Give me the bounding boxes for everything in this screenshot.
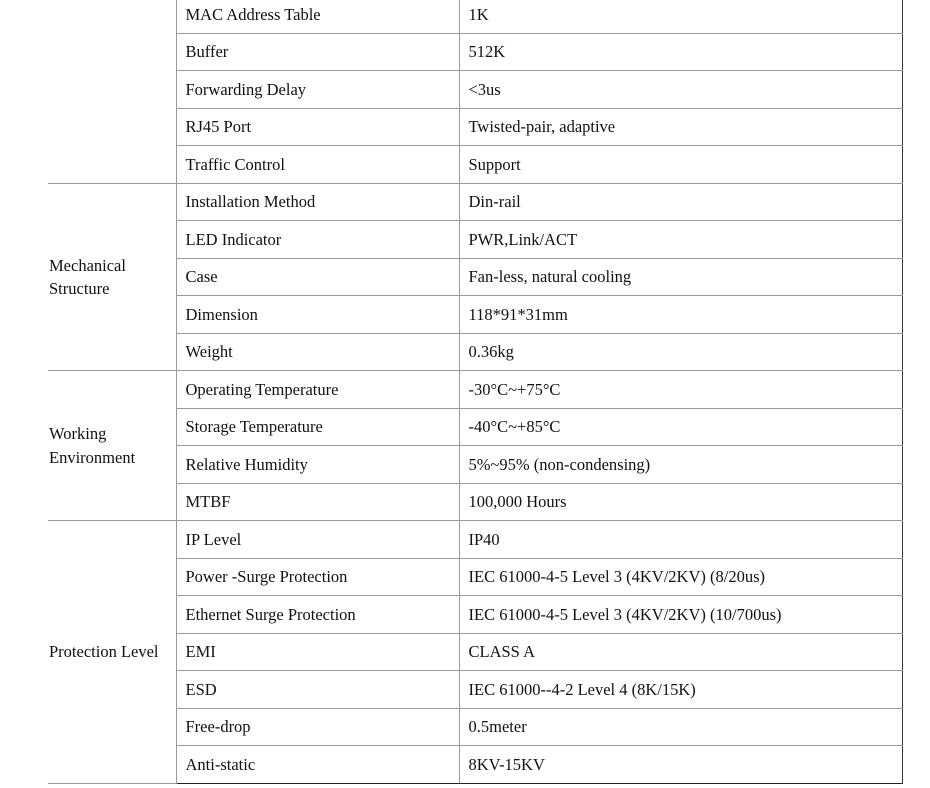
table-row <box>48 746 902 784</box>
param-cell: IP Level <box>176 521 459 559</box>
value-cell: 1K <box>459 0 902 33</box>
value-cell: 8KV-15KV <box>459 746 902 784</box>
value-cell: CLASS A <box>459 633 902 671</box>
param-cell: Weight <box>176 333 459 371</box>
param-cell: Storage Temperature <box>176 408 459 446</box>
param-cell: Relative Humidity <box>176 446 459 484</box>
param-cell: MTBF <box>176 483 459 521</box>
param-cell: Anti-static <box>176 746 459 784</box>
value-cell: IEC 61000-4-5 Level 3 (4KV/2KV) (10/700us) <box>459 596 902 634</box>
value-cell: <3us <box>459 71 902 109</box>
table-row <box>48 446 902 484</box>
table-row <box>48 258 902 296</box>
table-row <box>48 0 902 33</box>
category-cell-protection: Protection Level <box>48 521 176 784</box>
value-cell: IP40 <box>459 521 902 559</box>
param-cell: LED Indicator <box>176 221 459 259</box>
table-row <box>48 558 902 596</box>
value-cell: Support <box>459 146 902 184</box>
param-cell: RJ45 Port <box>176 108 459 146</box>
table-row <box>48 483 902 521</box>
table-row <box>48 221 902 259</box>
param-cell: Ethernet Surge Protection <box>176 596 459 634</box>
table-row <box>48 633 902 671</box>
value-cell: IEC 61000-4-5 Level 3 (4KV/2KV) (8/20us) <box>459 558 902 596</box>
category-cell-environment: Working Environment <box>48 371 176 521</box>
value-cell: 100,000 Hours <box>459 483 902 521</box>
table-row <box>48 333 902 371</box>
param-cell: Dimension <box>176 296 459 334</box>
param-cell: Installation Method <box>176 183 459 221</box>
value-cell: PWR,Link/ACT <box>459 221 902 259</box>
table-row <box>48 596 902 634</box>
table-row <box>48 408 902 446</box>
table-row <box>48 708 902 746</box>
spec-table <box>48 0 903 784</box>
table-row <box>48 108 902 146</box>
param-cell: EMI <box>176 633 459 671</box>
table-row <box>48 296 902 334</box>
table-row <box>48 146 902 184</box>
param-cell: Traffic Control <box>176 146 459 184</box>
value-cell: 0.36kg <box>459 333 902 371</box>
value-cell: -40°C~+85°C <box>459 408 902 446</box>
table-row <box>48 183 902 221</box>
param-cell: Free-drop <box>176 708 459 746</box>
value-cell: IEC 61000--4-2 Level 4 (8K/15K) <box>459 671 902 709</box>
table-row <box>48 521 902 559</box>
value-cell: 0.5meter <box>459 708 902 746</box>
param-cell: Case <box>176 258 459 296</box>
param-cell: Operating Temperature <box>176 371 459 409</box>
param-cell: Buffer <box>176 33 459 71</box>
category-cell-mechanical: Mechanical Structure <box>48 183 176 371</box>
param-cell: Power -Surge Protection <box>176 558 459 596</box>
value-cell: 5%~95% (non-condensing) <box>459 446 902 484</box>
param-cell: Forwarding Delay <box>176 71 459 109</box>
value-cell: Din-rail <box>459 183 902 221</box>
value-cell: 118*91*31mm <box>459 296 902 334</box>
table-row <box>48 71 902 109</box>
category-cell-network <box>48 0 176 183</box>
value-cell: -30°C~+75°C <box>459 371 902 409</box>
table-row <box>48 371 902 409</box>
value-cell: Fan-less, natural cooling <box>459 258 902 296</box>
param-cell: MAC Address Table <box>176 0 459 33</box>
table-row <box>48 671 902 709</box>
value-cell: Twisted-pair, adaptive <box>459 108 902 146</box>
value-cell: 512K <box>459 33 902 71</box>
param-cell: ESD <box>176 671 459 709</box>
table-row <box>48 33 902 71</box>
